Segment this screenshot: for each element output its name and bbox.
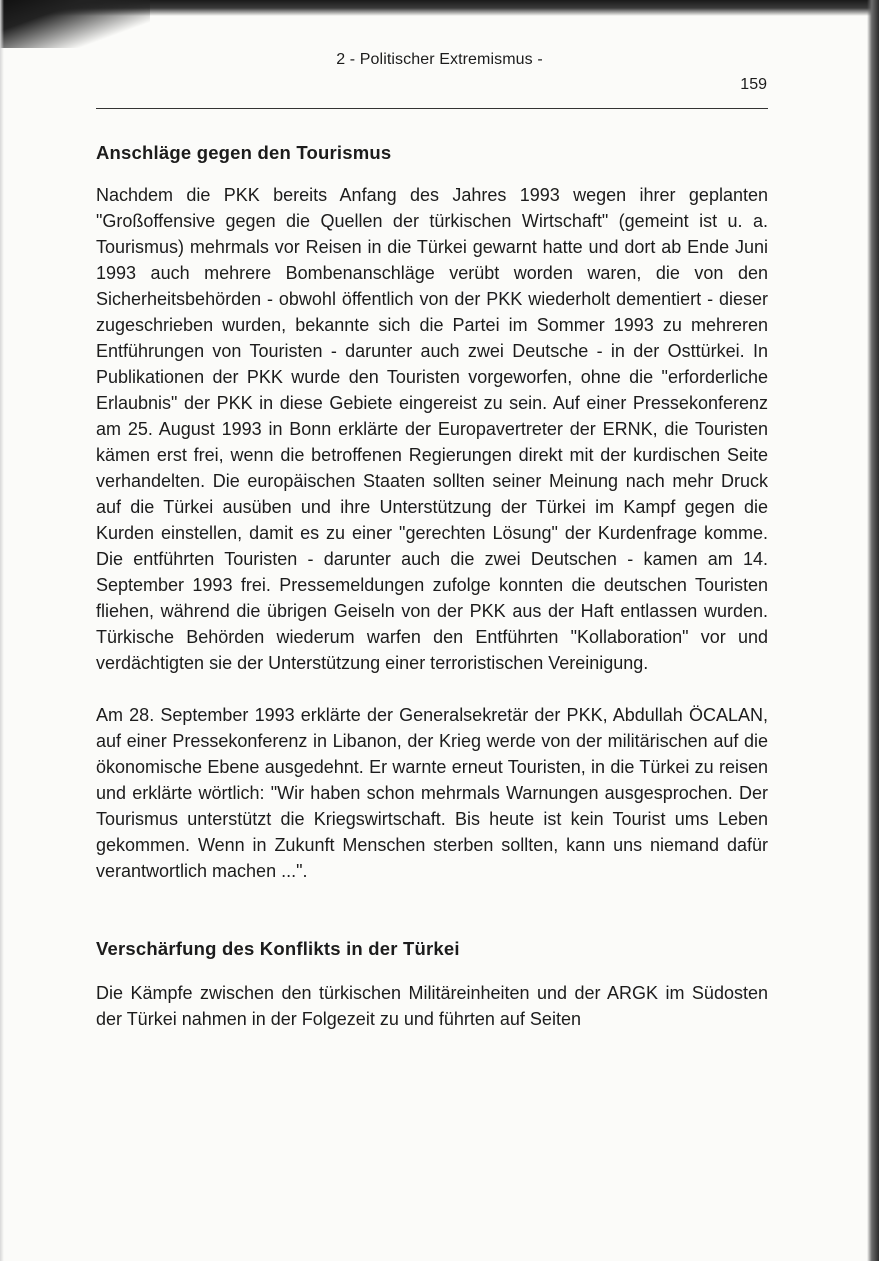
body-text	[96, 140, 768, 1032]
scan-shadow-right	[867, 0, 879, 1261]
header-rule	[96, 108, 768, 109]
page-number: 159	[740, 76, 767, 93]
paragraph: Nachdem die PKK bereits Anfang des Jahres 1993 wegen ihrer geplanten "Großoffensive gegen die Quellen der türkischen Wirtschaft" (gemeint ist u. a. Tourismus) mehrmals vor Reisen in die Türkei gewarnt hatte und dort ab Ende Juni 1993 auch mehrere Bombenanschläge verübt worden waren, die von den Sicherheitsbehörden - obwohl öffentlich von der PKK wiederholt dementiert - dieser zugeschrieben wurden, bekannte sich die Partei im Sommer 1993 zu mehreren Entführungen von Touristen - darunter auch zwei Deutsche - in der Osttürkei. In Publikationen der PKK wurde den Touristen vorgeworfen, ohne die "erforderliche Erlaubnis" der PKK in diese Gebiete eingereist zu sein. Auf einer Pressekonferenz am 25. August 1993 in Bonn erklärte der Europavertreter der ERNK, die Touristen kämen erst frei, wenn die betroffenen Regierungen direkt mit der kurdischen Seite verhandelten. Die europäischen Staaten sollten seiner Meinung nach mehr Druck auf die Türkei ausüben und ihre Unterstützung der Türkei im Kampf gegen die Kurden einstellen, damit es zu einer "gerechten Lösung" der Kurdenfrage komme. Die entführten Touristen - darunter auch die zwei Deutschen - kamen am 14. September 1993 frei. Pressemeldungen zufolge konnten die deutschen Touristen fliehen, während die übrigen Geiseln von der PKK aus der Haft entlassen wurden. Türkische Behörden wiederum warfen den Entführten "Kollaboration" vor und verdächtigten sie der Unterstützung einer terroristischen Vereinigung.	[96, 185, 768, 673]
section-heading-conflict: Verschärfung des Konflikts in der Türkei	[96, 938, 460, 959]
paragraph: Die Kämpfe zwischen den türkischen Militäreinheiten und der ARGK im Südosten der Türkei nahmen in der Folgezeit zu und führten auf Seiten	[96, 983, 768, 1029]
section-heading-tourism: Anschläge gegen den Tourismus	[96, 142, 392, 163]
paragraph: Am 28. September 1993 erklärte der Generalsekretär der PKK, Abdullah ÖCALAN, auf einer Pressekonferenz in Libanon, der Krieg werde von der militärischen auf die ökonomische Ebene ausgedehnt. Er warnte erneut Touristen, in die Türkei zu reisen und erklärte wörtlich: "Wir haben schon mehrmals Warnungen ausgesprochen. Der Tourismus unterstützt die Kriegswirtschaft. Bis heute ist kein Tourist ums Leben gekommen. Wenn in Zukunft Menschen sterben sollten, kann uns niemand dafür verantwortlich machen ...".	[96, 705, 768, 881]
scan-shadow-left	[0, 0, 4, 1261]
scan-shadow-corner	[0, 0, 150, 48]
running-header: 2 - Politischer Extremismus -	[336, 51, 543, 68]
